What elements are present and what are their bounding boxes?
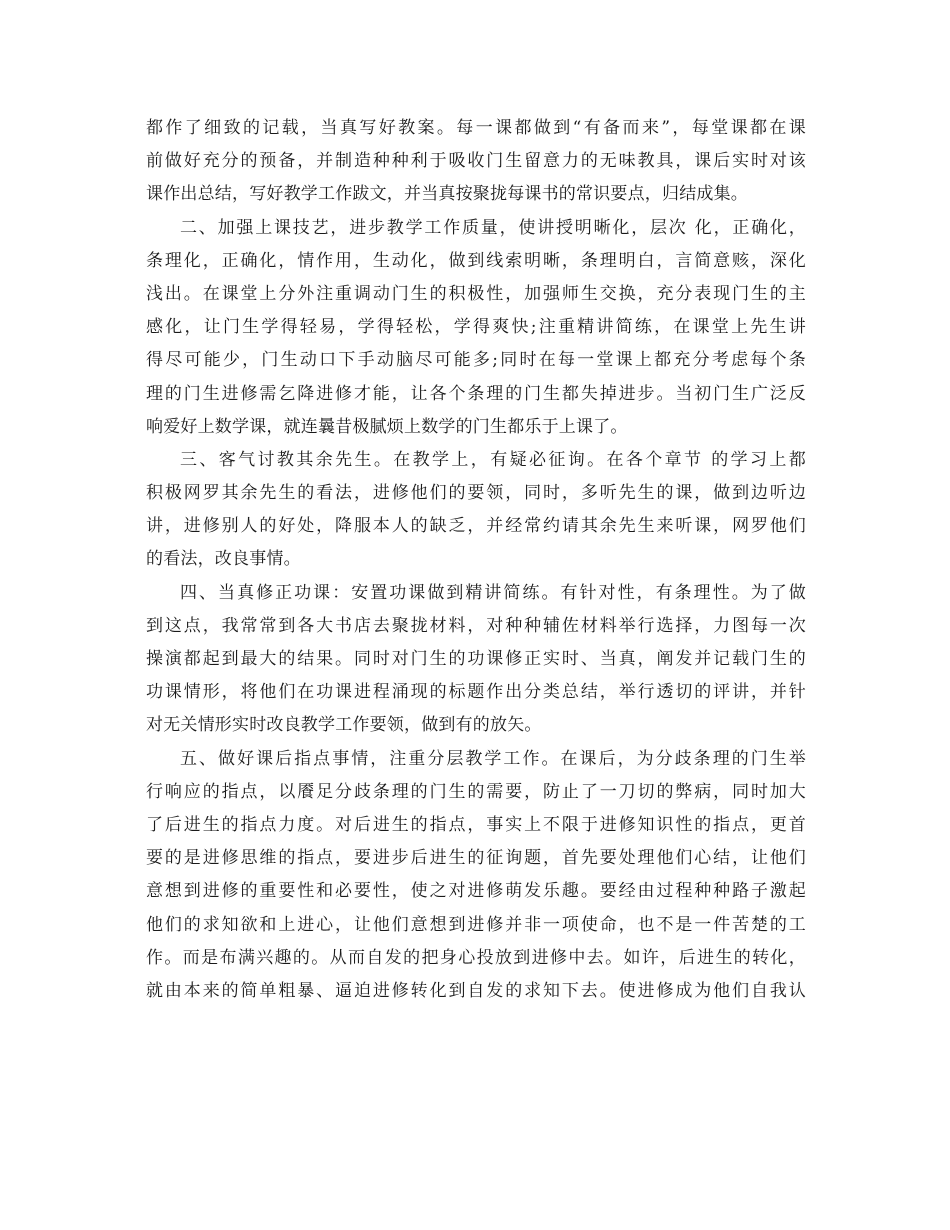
text-line: 作。而是布满兴趣的。从而自发的把身心投放到进修中去。如许，后进生的转化， [146, 947, 806, 968]
text-line: 前做好充分的预备，并制造种种利于吸收门生留意力的无味教具，课后实时对该 [146, 151, 806, 172]
text-line: 二、加强上课技艺，进步教学工作质量，使讲授明晰化，层次 化，正确化， [180, 217, 806, 238]
text-line: 都作了细致的记载，当真写好教案。每一课都做到“有备而来”，每堂课都在课 [146, 118, 806, 138]
text-line: 积极网罗其余先生的看法，进修他们的要领，同时，多听先生的课，做到边听边 [146, 483, 806, 504]
text-line: 浅出。在课堂上分外注重调动门生的积极性，加强师生交换，充分表现门生的主 [146, 283, 806, 304]
text-line: 的看法，改良事情。 [146, 549, 301, 570]
text-line: 感化，让门生学得轻易，学得轻松，学得爽快;注重精讲简练，在课堂上先生讲 [146, 317, 806, 338]
text-line: 四、当真修正功课：安置功课做到精讲简练。有针对性，有条理性。为了做 [180, 582, 806, 603]
text-line: 理的门生进修需乞降进修才能，让各个条理的门生都失掉进步。当初门生广泛反 [146, 383, 806, 404]
text-line: 了后进生的指点力度。对后进生的指点，事实上不限于进修知识性的指点，更首 [146, 814, 806, 835]
text-line: 操演都起到最大的结果。同时对门生的功课修正实时、当真，阐发并记载门生的 [146, 649, 806, 669]
text-line: 要的是进修思维的指点，要进步后进生的征询题，首先要处理他们心结，让他们 [146, 848, 806, 869]
text-line: 得尽可能少，门生动口下手动脑尽可能多;同时在每一堂课上都充分考虑每个条 [146, 350, 806, 371]
text-line: 就由本来的简单粗暴、逼迫进修转化到自发的求知下去。使进修成为他们自我认 [146, 980, 806, 1001]
text-line: 他们的求知欲和上进心，让他们意想到进修并非一项使命，也不是一件苦楚的工 [146, 914, 806, 935]
text-line: 功课情形，将他们在功课进程涌现的标题作出分类总结，举行透切的评讲，并针 [146, 682, 806, 703]
text-line: 意想到进修的重要性和必要性，使之对进修萌发乐趣。要经由过程种种路子激起 [146, 881, 806, 902]
document-body [146, 112, 806, 1008]
text-line: 三、客气讨教其余先生。在教学上，有疑必征询。在各个章节 的学习上都 [180, 449, 806, 470]
text-line: 对无关情形实时改良教学工作要领，做到有的放矢。 [146, 715, 542, 736]
text-line: 行响应的指点，以餍足分歧条理的门生的需要，防止了一刀切的弊病，同时加大 [146, 781, 806, 802]
text-line: 条理化，正确化，情作用，生动化，做到线索明晰，条理明白，言简意赅，深化 [146, 250, 806, 271]
text-line: 课作出总结，写好教学工作跋文，并当真按聚拢每课书的常识要点，归结成集。 [146, 184, 748, 205]
text-line: 讲，进修别人的好处，降服本人的缺乏，并经常约请其余先生来听课，网罗他们 [146, 516, 806, 537]
text-line: 五、做好课后指点事情，注重分层教学工作。在课后，为分歧条理的门生举 [180, 748, 806, 769]
text-line: 到这点，我常常到各大书店去聚拢材料，对种种辅佐材料举行选择，力图每一次 [146, 615, 806, 636]
text-line: 响爱好上数学课，就连曩昔极腻烦上数学的门生都乐于上课了。 [146, 416, 628, 437]
